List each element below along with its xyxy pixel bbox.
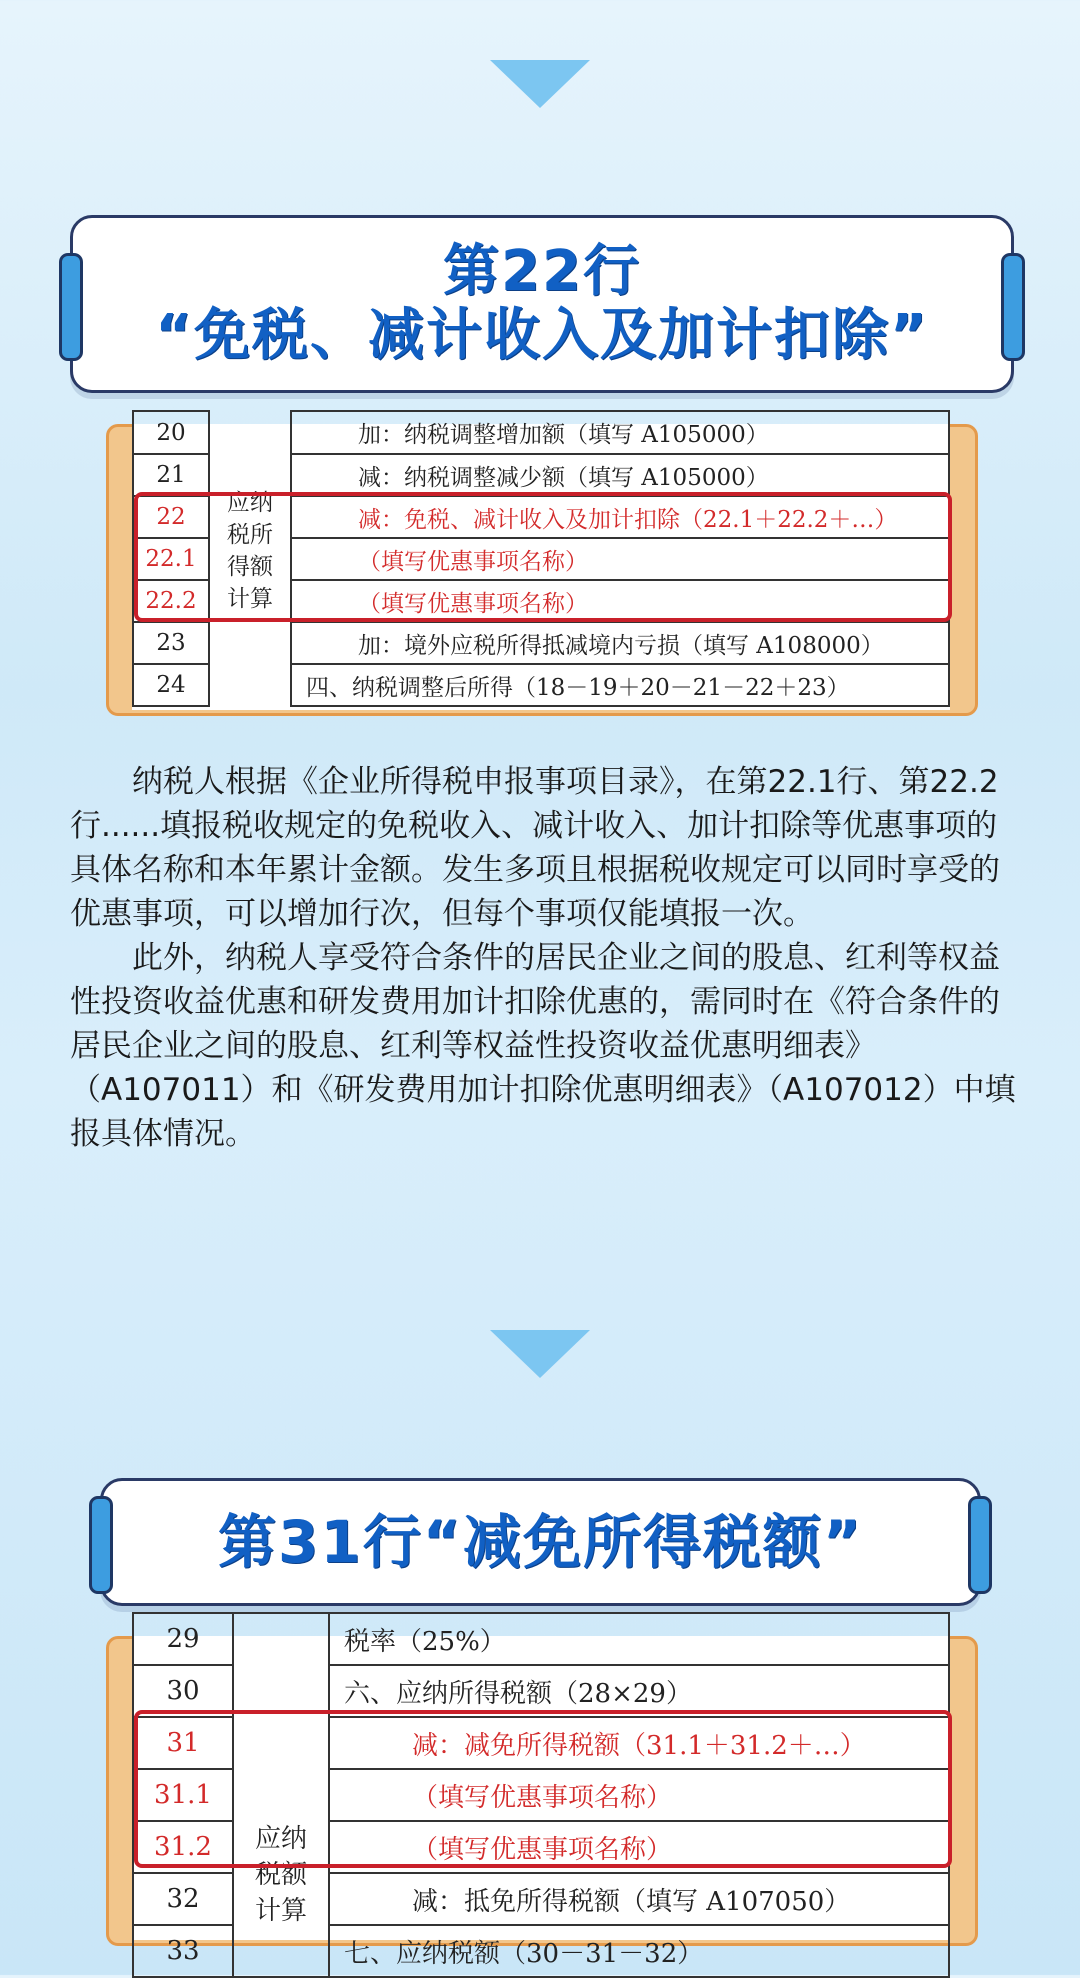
row-text: 七、应纳税额（30－31－32） — [329, 1925, 949, 1977]
row-text: 减：纳税调整减少额（填写 A105000） — [291, 454, 949, 496]
row-text: 减：减免所得税额（31.1＋31.2＋…） — [329, 1717, 949, 1769]
category-label: 应纳税所得额计算 — [226, 489, 273, 612]
row-number: 22.1 — [133, 538, 209, 580]
section1-highlight-box — [134, 492, 952, 622]
row-number: 33 — [133, 1925, 233, 1977]
banner-left-cap — [89, 1496, 113, 1594]
row-number: 30 — [133, 1665, 233, 1717]
row-text: （填写优惠事项名称） — [291, 580, 949, 622]
row-text: 四、纳税调整后所得（18－19＋20－21－22＋23） — [291, 664, 949, 706]
row-number: 22.2 — [133, 580, 209, 622]
section2-title: 第31行“减免所得税额” — [218, 1507, 863, 1576]
row-number: 31.2 — [133, 1821, 233, 1873]
paragraph-1: 纳税人根据《企业所得税申报事项目录》，在第22.1行、第22.2行......填报税收规定的免税收入、减计收入、加计扣除等优惠事项的具体名称和本年累计金额。发生多项且根据税收规定可以同时享受的优惠事项，可以增加行次，但每个事项仅能填报一次。 — [70, 764, 1000, 932]
banner-right-cap — [968, 1496, 992, 1594]
section2-title-banner — [100, 1478, 981, 1606]
row-text: （填写优惠事项名称） — [329, 1821, 949, 1873]
row-number: 32 — [133, 1873, 233, 1925]
category-label: 应纳税额计算 — [254, 1824, 307, 1926]
row-number: 23 — [133, 622, 209, 664]
section1-title-line1: 第22行 — [443, 238, 641, 304]
row-number: 29 — [133, 1613, 233, 1665]
row-text: （填写优惠事项名称） — [329, 1769, 949, 1821]
paragraph-2: 此外，纳税人享受符合条件的居民企业之间的股息、红利等权益性投资收益优惠和研发费用加计扣除优惠的，需同时在《符合条件的居民企业之间的股息、红利等权益性投资收益优惠明细表》（A107011）和《研发费用加计扣除优惠明细表》（A107012）中填报具体情况。 — [70, 940, 1016, 1152]
section2-highlight-box — [134, 1710, 952, 1868]
row-number: 24 — [133, 664, 209, 706]
banner-left-cap — [59, 253, 83, 361]
row-text: 减：免税、减计收入及加计扣除（22.1＋22.2＋…） — [291, 496, 949, 538]
row-number: 22 — [133, 496, 209, 538]
section1-title-banner — [70, 215, 1014, 393]
row-text: （填写优惠事项名称） — [291, 538, 949, 580]
row-text: 减：抵免所得税额（填写 A107050） — [329, 1873, 949, 1925]
section1-title-line2: “免税、减计收入及加计扣除” — [155, 303, 929, 368]
row-number: 31.1 — [133, 1769, 233, 1821]
row-text: 税率（25%） — [329, 1613, 949, 1665]
row-number: 21 — [133, 454, 209, 496]
row-text: 加：境外应税所得抵减境内亏损（填写 A108000） — [291, 622, 949, 664]
row-text: 加：纳税调整增加额（填写 A105000） — [291, 411, 949, 454]
row-number: 20 — [133, 411, 209, 454]
down-arrow-icon — [490, 60, 590, 108]
row-text: 六、应纳所得税额（28×29） — [329, 1665, 949, 1717]
banner-right-cap — [1001, 253, 1025, 361]
row-number: 31 — [133, 1717, 233, 1769]
down-arrow-icon — [490, 1330, 590, 1378]
body-text — [70, 760, 1020, 1156]
